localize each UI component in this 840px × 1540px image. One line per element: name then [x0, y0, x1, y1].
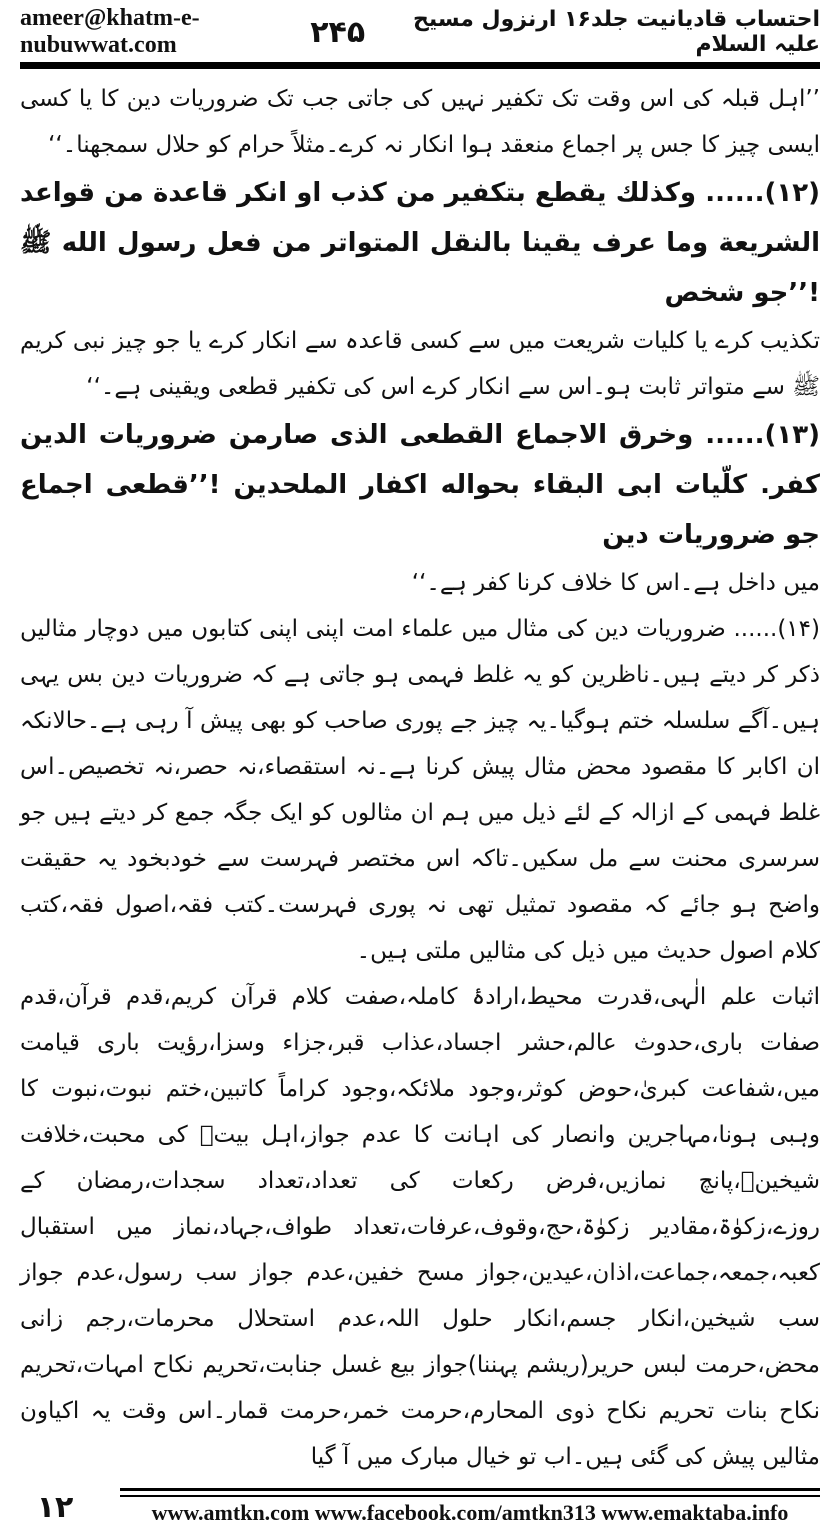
footer-rule-bottom [120, 1495, 820, 1497]
header-title: احتساب قادیانیت جلد۱۶ ارنزول مسیح علیہ السلام [413, 7, 820, 57]
footer-page-number: ۱۲ [36, 1489, 74, 1525]
paragraph-14: (۱۴)...... ضروریات دین کی مثال میں علماء امت اپنی اپنی کتابوں میں دوچار مثالیں ذکر کر دیتے ہیں۔ناظرین کو یہ غلط فہمی ہو جاتی ہے کہ ضروریات دین بس یہی ہیں۔آگے سلسلہ ختم ہوگیا۔یہ چیز جے پوری صاحب کو بھی پیش آ رہی ہے۔حالانکہ ان اکابر کا مقصود محض مثال پیش کرنا ہے۔نہ استقصاء،نہ حصر،نہ تخصیص۔اس غلط فہمی کے ازالہ کے لئے ذیل میں ہم ان مثالوں کو ایک جگہ جمع کر دیتے ہیں جو سرسری محنت سے مل سکیں۔تاکہ اس مختصر فہرست سے خودبخود یہ حقیقت واضح ہو جائے کہ مقصود تمثیل تھی نہ پوری فہرست۔کتب فقہ،اصول فقہ،کتب کلام اصول حدیث میں ذیل کی مثالیں ملتی ہیں۔ [20, 616, 820, 964]
header-rule [20, 62, 820, 69]
header-left [20, 5, 365, 59]
paragraph-arabic-12: (۱۲)...... وکذلك یقطع بتکفیر من کذب او انکر قاعدة من قواعد الشریعة وما عرف یقینا بالنقل المتواتر من فعل رسول الله ﷺ !’’جو شخص [20, 178, 820, 308]
footer-rule-top [120, 1488, 820, 1491]
footer-urls[interactable]: www.amtkn.com www.facebook.com/amtkn313 www.emaktaba.info [151, 1500, 789, 1525]
paragraph-translation-12: تکذیب کرے یا کلیات شریعت میں سے کسی قاعدہ سے انکار کرے یا جو چیز نبی کریم ﷺ سے متواتر ثابت ہو۔اس سے انکار کرے اس کی تکفیر قطعی ویقینی ہے۔‘‘ [20, 328, 820, 400]
page-footer [20, 1488, 820, 1528]
paragraph-translation-13: میں داخل ہے۔اس کا خلاف کرنا کفر ہے۔‘‘ [411, 570, 820, 596]
header-page-number: ۲۴۵ [310, 14, 366, 50]
page-header [20, 6, 820, 58]
paragraph-arabic-13: (۱۳)...... وخرق الاجماع القطعی الذی صارمن ضروریات الدین کفر. کلّیات ابی البقاء بحواله اکفار الملحدین !’’قطعی اجماع جو ضروریات دین [20, 420, 820, 550]
header-email[interactable]: ameer@khatm-e-nubuwwat.com [20, 5, 200, 58]
paragraph-quote-1: ’’اہل قبلہ کی اس وقت تک تکفیر نہیں کی جاتی جب تک ضروریات دین کا یا کسی ایسی چیز کا جس پر اجماع منعقد ہوا انکار نہ کرے۔مثلاً حرام کو حلال سمجھنا۔‘‘ [20, 86, 820, 158]
page-body [20, 76, 820, 1480]
paragraph-list: اثبات علم الٰہی،قدرت محیط،ارادۂ کاملہ،صفت کلام قرآن کریم،قدم قرآن،قدم صفات باری،حدوث عالم،حشر اجساد،عذاب قبر،جزاء وسزا،رؤیت باری قیامت میں،شفاعت کبریٰ،حوض کوثر،وجود ملائکہ،وجود کراماً کاتبین،ختم نبوت،نبوت کا وہبی ہونا،مہاجرین وانصار کی اہانت کا عدم جواز،اہل بیتؓ کی محبت،خلافت شیخینؓ،پانچ نمازیں،فرض رکعات کی تعداد،تعداد سجدات،رمضان کے روزے،زکوٰۃ،مقادیر زکوٰۃ،حج،وقوف،عرفات،تعداد طواف،جہاد،نماز میں استقبال کعبہ،جمعہ،جماعت،اذان،عیدین،جواز مسح خفین،عدم جواز سب رسول،عدم جواز سب شیخین،انکار جسم،انکار حلول اللہ،عدم استحلال محرمات،رجم زانی محض،حرمت لبس حریر(ریشم پہننا)جواز بیع غسل جنابت،تحریم نکاح امہات،تحریم نکاح بنات تحریم نکاح ذوی المحارم،حرمت خمر،حرمت قمار۔اس وقت یہ اکیاون مثالیں پیش کی گئی ہیں۔اب تو خیال مبارک میں آ گیا [20, 984, 820, 1470]
